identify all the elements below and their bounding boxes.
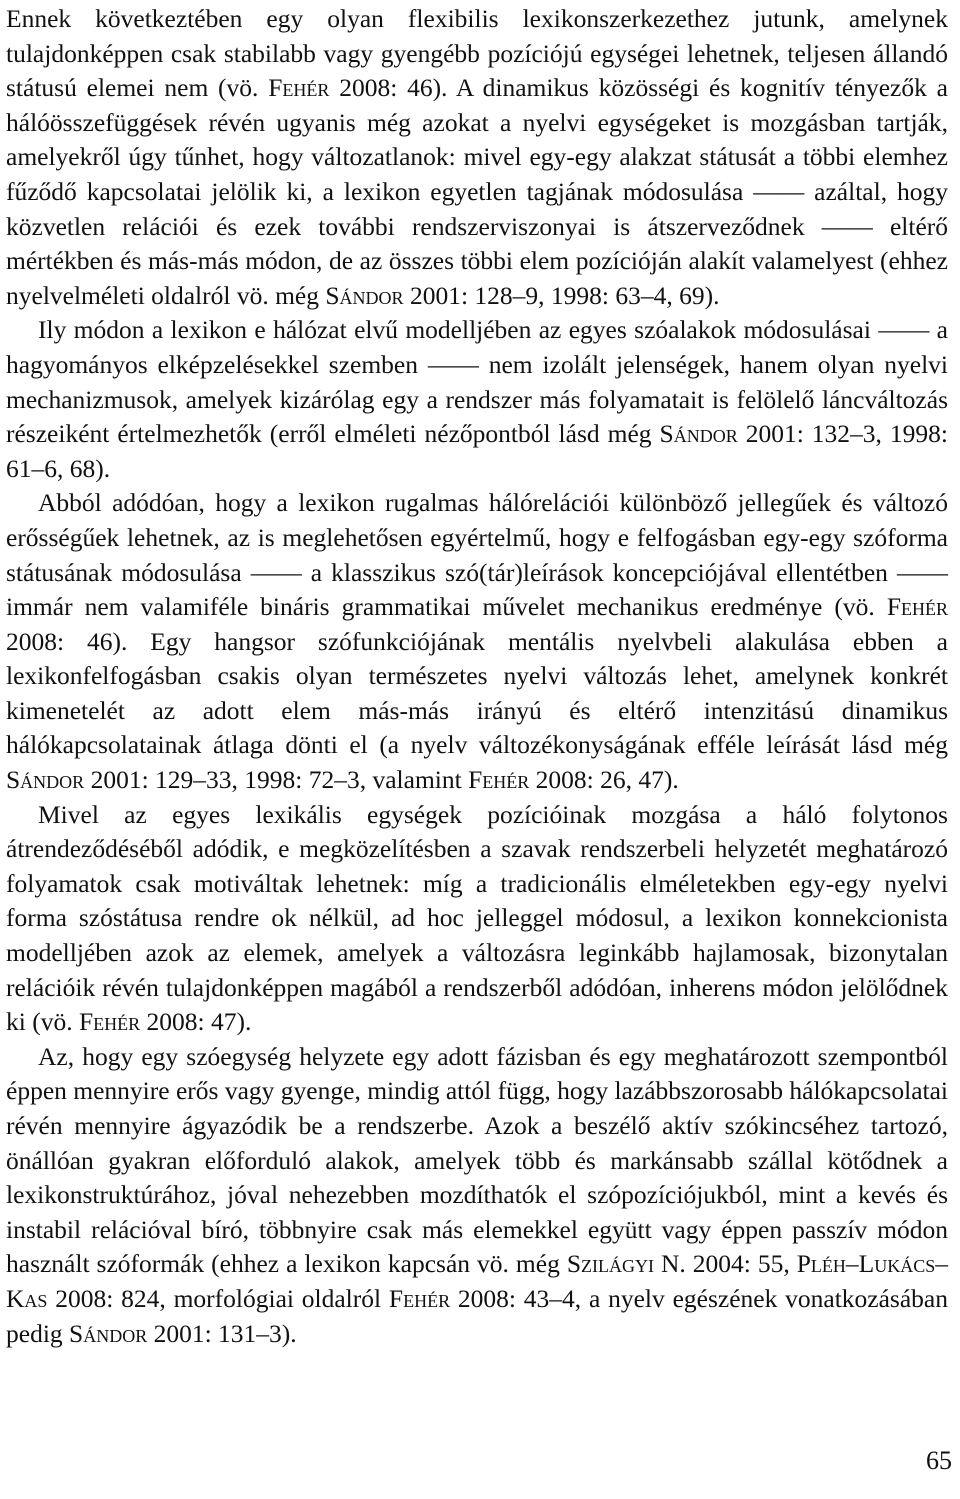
author-citation: Fehér bbox=[78, 1007, 141, 1037]
text-run: 2008: 47). bbox=[140, 1007, 252, 1037]
paragraph-3 bbox=[6, 486, 948, 797]
paragraph-5 bbox=[6, 1040, 948, 1351]
author-citation: Fehér bbox=[268, 73, 330, 103]
paragraph-4 bbox=[6, 798, 948, 1040]
paragraph-2 bbox=[6, 313, 948, 486]
page-number: 65 bbox=[926, 1446, 952, 1475]
text-run: 2008: 46). A dinamikus közösségi és kognitív tényezők a hálóösszefüggések révén ugyanis még azokat a nyelvi egységeket is mozgásban tartják, amelyekről úgy tűnhet, hogy változatlanok: mivel egy-egy alakzat státusát a többi elemhez fűződő kapcsolatai jelölik ki, a lexikon egyetlen tagjának módosulása —— azáltal, hogy közvetlen relációi és ezek további rendszerviszonyai is átszerveződnek —— eltérő mértékben és más-más módon, de az összes többi elem pozícióján alakít valamelyest (ehhez nyelvelméleti oldalról vö. még bbox=[6, 73, 948, 310]
text-run: 2008: 26, 47). bbox=[529, 765, 679, 795]
text-run: Ily módon a lexikon e hálózat elvű modelljében az egyes szóalakok módosulásai —— a hagyományos elképzelésekkel szemben —— nem izolált jelenségek, hanem olyan nyelvi mechanizmusok, amelyek kizárólag egy a rendszer más folyamatait is felölelő láncváltozás részeiként értelmezhetők (erről elméleti nézőpontból lásd még bbox=[6, 315, 948, 449]
text-run: Abból adódóan, hogy a lexikon rugalmas hálórelációi különböző jellegűek és változó erősségűek lehetnek, az is meglehetősen egyértelmű, hogy e felfogásban egy-egy szóforma státusának módosulása —— a klasszikus szó(tár)leírások koncepciójával ellentétben —— immár nem valamiféle bináris grammatikai művelet mechanikus eredménye (vö. bbox=[6, 488, 948, 622]
author-citation: Sándor bbox=[659, 419, 738, 449]
text-run: 2004: 55, bbox=[685, 1249, 797, 1279]
text-run: Ennek következtében egy olyan flexibilis lexikonszerkezethez jutunk, amelynek tulajdonképpen csak stabilabb vagy gyengébb pozíciójú egységei lehetnek, teljesen állandó státusú elemei nem (vö. bbox=[6, 4, 948, 103]
author-citation: Szilágyi N. bbox=[566, 1249, 686, 1279]
author-citation: Sándor bbox=[69, 1318, 148, 1348]
author-citation: Pléh–Lukács–Kas bbox=[6, 1249, 948, 1313]
paragraph-1 bbox=[6, 2, 948, 313]
text-run: 2001: 131–3). bbox=[147, 1318, 297, 1348]
author-citation: Sándor bbox=[325, 280, 404, 310]
text-run: Mivel az egyes lexikális egységek pozícióinak mozgása a háló folytonos átrendeződéséből adódik, e megközelítésben a szavak rendszerbeli helyzetét meghatározó folyamatok csak motiváltak lehetnek: míg a tradicionális elméletekben egy-egy nyelvi forma szóstátusa rendre ok nélkül, ad hoc jelleggel módosul, a lexikon konnekcionista modelljében azok az elemek, amelyek a változásra leginkább hajlamosak, bizonytalan relációik révén tulajdonképpen magából a rendszerből adódóan, inherens módon jelölődnek ki (vö. bbox=[6, 799, 948, 1037]
text-run: 2001: 132–3, 1998: 61–6, 68). bbox=[6, 419, 948, 483]
text-run: 2008: 824, morfológiai oldalról bbox=[47, 1283, 389, 1313]
author-citation: Fehér bbox=[388, 1283, 451, 1313]
text-run: 2008: 46). Egy hangsor szófunkciójának mentális nyelvbeli alakulása ebben a lexikonfelfogásban csakis olyan természetes nyelvi változás lehet, amelynek konkrét kimenetelét az adott elem más-más irányú és eltérő intenzitású dinamikus hálókapcsolatainak átlaga dönti el (a nyelv változékonyságának efféle leírását lásd még bbox=[6, 626, 948, 760]
author-citation: Fehér bbox=[886, 592, 948, 622]
author-citation: Fehér bbox=[468, 765, 530, 795]
text-run: Az, hogy egy szóegység helyzete egy adott fázisban és egy meghatározott szempontból éppen mennyire erős vagy gyenge, mindig attól függ, hogy lazábbszorosabb hálókapcsolatai révén mennyire ágyazódik be a rendszerbe. Azok a beszélő aktív szókincséhez tartozó, önállóan gyakran előforduló alakok, amelyek több és markánsabb szállal kötődnek a lexikonstruktúrához, jóval nehezebben mozdíthatók el szópozíciójukból, mint a kevés és instabil relációval bíró, többnyire csak más elemekkel együtt vagy éppen passzív módon használt szóformák (ehhez a lexikon kapcsán vö. még bbox=[6, 1041, 948, 1279]
text-run: 2001: 128–9, 1998: 63–4, 69). bbox=[403, 280, 720, 310]
author-citation: Sándor bbox=[6, 765, 85, 795]
text-run: 2001: 129–33, 1998: 72–3, valamint bbox=[84, 765, 469, 795]
text-run: 2008: 43–4, a nyelv egészének vonatkozásában pedig bbox=[6, 1283, 948, 1348]
